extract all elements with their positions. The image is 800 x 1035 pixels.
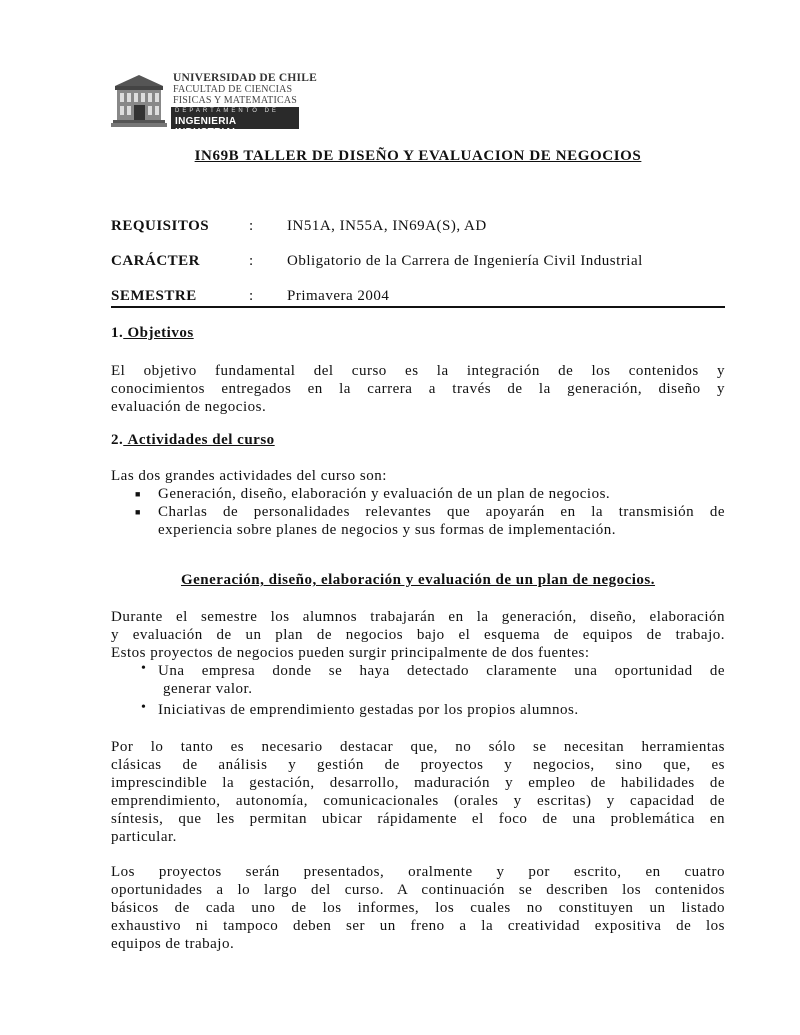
paragraph-line: Durante el semestre los alumnos trabajarán en la generación, diseño, elaboración: [111, 609, 725, 625]
square-bullet-icon: ■: [135, 507, 141, 517]
round-bullet-icon: •: [141, 700, 146, 715]
info-sep: :: [249, 288, 254, 304]
paragraph-line: imprescindible la gestación, desarrollo, maduración y empleo de habilidades de: [111, 775, 725, 791]
activity-item: experiencia sobre planes de negocios y sus formas de implementación.: [158, 522, 617, 538]
source-item: Una empresa donde se haya detectado claramente una oportunidad de: [158, 663, 725, 679]
source-item: generar valor.: [163, 681, 253, 697]
paragraph-line: Estos proyectos de negocios pueden surgir principalmente de dos fuentes:: [111, 645, 590, 661]
paragraph-line: emprendimiento, autonomía, comunicacionales (orales y escritas) y capacidad de: [111, 793, 725, 809]
logo-department-name: INGENIERIA INDUSTRIAL: [175, 116, 239, 138]
section-1-heading: [111, 325, 194, 342]
section-1-number: 1.: [111, 325, 124, 341]
activity-item: Charlas de personalidades relevantes que apoyarán en la transmisión de: [158, 504, 725, 520]
info-sep: :: [249, 253, 254, 269]
activity-item: Generación, diseño, elaboración y evaluación de un plan de negocios.: [158, 486, 611, 502]
building-icon: [111, 72, 167, 129]
paragraph-line: oportunidades a lo largo del curso. A continuación se describen los contenidos: [111, 882, 725, 898]
paragraph-line: particular.: [111, 829, 177, 845]
subsection-title: Generación, diseño, elaboración y evaluación de un plan de negocios.: [180, 572, 656, 588]
header-divider: [111, 306, 725, 308]
section-2-heading: [111, 432, 275, 449]
paragraph-line: exhaustivo ni tampoco deben ser un freno a la creatividad expositiva de los: [111, 918, 725, 934]
info-value: Obligatorio de la Carrera de Ingeniería Civil Industrial: [287, 253, 643, 269]
paragraph-line: y evaluación de un plan de negocios bajo el esquema de equipos de trabajo.: [111, 627, 725, 643]
paragraph-line: clásicas de análisis y gestión de proyectos y negocios, sino que, es: [111, 757, 725, 773]
info-key: CARÁCTER: [111, 253, 201, 269]
paragraph-line: síntesis, que les permitan ubicar rápidamente el foco de una problemática en: [111, 811, 725, 827]
info-value: IN51A, IN55A, IN69A(S), AD: [287, 218, 487, 234]
section-2-intro: Las dos grandes actividades del curso son:: [111, 468, 387, 484]
university-logo: [111, 72, 317, 138]
paragraph-line: Los proyectos serán presentados, oralmente y por escrito, en cuatro: [111, 864, 725, 880]
info-key: SEMESTRE: [111, 288, 197, 304]
round-bullet-icon: •: [141, 661, 146, 676]
logo-university: UNIVERSIDAD DE CHILE: [173, 72, 317, 84]
logo-faculty: FACULTAD DE CIENCIAS: [173, 84, 293, 95]
info-key: REQUISITOS: [111, 218, 210, 234]
section-1-line: evaluación de negocios.: [111, 399, 267, 415]
section-1-line: conocimientos entregados en la carrera a través de la generación, diseño y: [111, 381, 725, 397]
section-2-number: 2.: [111, 432, 124, 448]
logo-faculty-2: FISICAS Y MATEMATICAS: [173, 95, 298, 106]
paragraph-line: equipos de trabajo.: [111, 936, 235, 952]
section-1-line: El objetivo fundamental del curso es la integración de los contenidos y: [111, 363, 725, 379]
square-bullet-icon: ■: [135, 489, 141, 499]
section-1-title: Objetivos: [127, 325, 194, 341]
section-2-title: Actividades del curso: [127, 432, 275, 448]
logo-department-box: [171, 107, 299, 138]
paragraph-line: Por lo tanto es necesario destacar que, no sólo se necesitan herramientas: [111, 739, 725, 755]
source-item: Iniciativas de emprendimiento gestadas por los propios alumnos.: [158, 702, 579, 718]
document-title: IN69B TALLER DE DISEÑO Y EVALUACION DE NEGOCIOS: [194, 148, 642, 164]
paragraph-line: básicos de cada uno de los informes, los cuales no constituyen un listado: [111, 900, 725, 916]
logo-department-label: DEPARTAMENTO DE: [175, 108, 279, 114]
info-sep: :: [249, 218, 254, 234]
info-value: Primavera 2004: [287, 288, 390, 304]
